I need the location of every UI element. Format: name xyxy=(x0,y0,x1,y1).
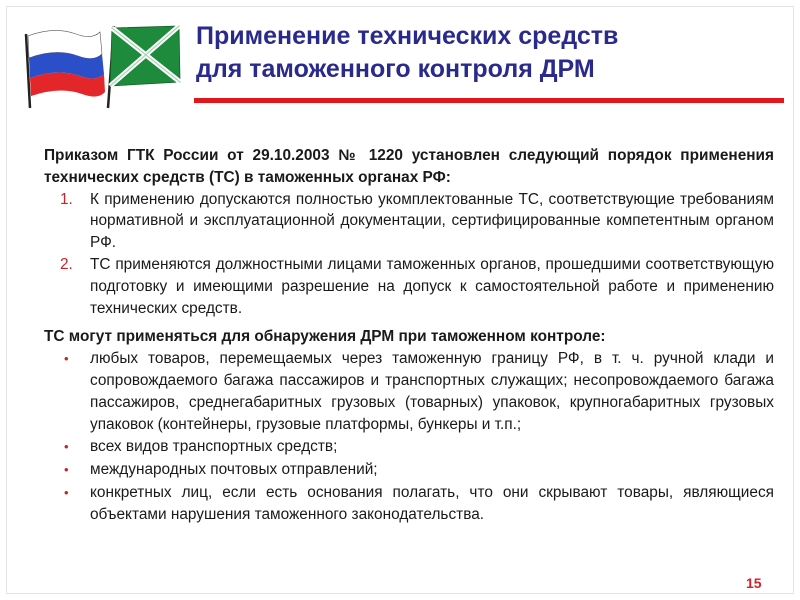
list-item xyxy=(44,436,774,458)
list-item-text: любых товаров, перемещаемых через таможенную границу РФ, в т. ч. ручной клади и сопровождаемого багажа пассажиров и транспортных служащих; несопровождаемого багажа пассажиров, среднегабаритных грузовых (товарных) упаковок, крупногабаритных грузовых упаковок (контейнеры, грузовые платформы, бункеры и т.п.; xyxy=(90,350,774,433)
bullet-icon: • xyxy=(64,484,69,500)
usage-heading: ТС могут применяться для обнаружения ДРМ при таможенном контроле: xyxy=(44,328,606,346)
list-item xyxy=(44,348,774,435)
list-item-text: всех видов транспортных средств; xyxy=(90,438,338,456)
page-number: 15 xyxy=(746,575,762,591)
bullet-icon: • xyxy=(64,351,69,367)
list-item-text: международных почтовых отправлений; xyxy=(90,461,378,479)
list-item-text: конкретных лиц, если есть основания полагать, что они скрывают товары, являющиеся объектами нарушения таможенного законодательства. xyxy=(90,483,774,523)
flags-emblem xyxy=(14,20,184,110)
list-number: 2. xyxy=(60,255,73,273)
list-item-text: ТС применяются должностными лицами таможенных органов, прошедшими соответствующую подготовку и имеющими разрешение на допуск к самостоятельной работе и применению технических средств. xyxy=(90,255,774,317)
russian-flag-icon xyxy=(26,30,105,108)
customs-flag-icon xyxy=(108,26,180,108)
list-item xyxy=(44,189,774,254)
list-item xyxy=(44,482,774,526)
title-line-1: Применение технических средств xyxy=(196,22,619,50)
title-underline xyxy=(194,98,784,103)
list-item xyxy=(44,459,774,481)
procedure-list xyxy=(44,189,774,320)
usage-list xyxy=(44,348,774,525)
bullet-icon: • xyxy=(64,462,69,478)
slide-body xyxy=(44,145,774,527)
slide-title xyxy=(196,20,756,86)
list-item-text: К применению допускаются полностью укомплектованные ТС, соответствующие требованиям нормативной и эксплуатационной документации, сертифицированные компетентным органом РФ. xyxy=(90,190,774,252)
bullet-icon: • xyxy=(64,439,69,455)
title-line-2: для таможенного контроля ДРМ xyxy=(196,55,595,83)
list-item xyxy=(44,254,774,319)
intro-paragraph: Приказом ГТК России от 29.10.2003 № 1220 установлен следующий порядок применения технических средств (ТС) в таможенных органах РФ: xyxy=(44,147,774,186)
list-number: 1. xyxy=(60,190,73,208)
